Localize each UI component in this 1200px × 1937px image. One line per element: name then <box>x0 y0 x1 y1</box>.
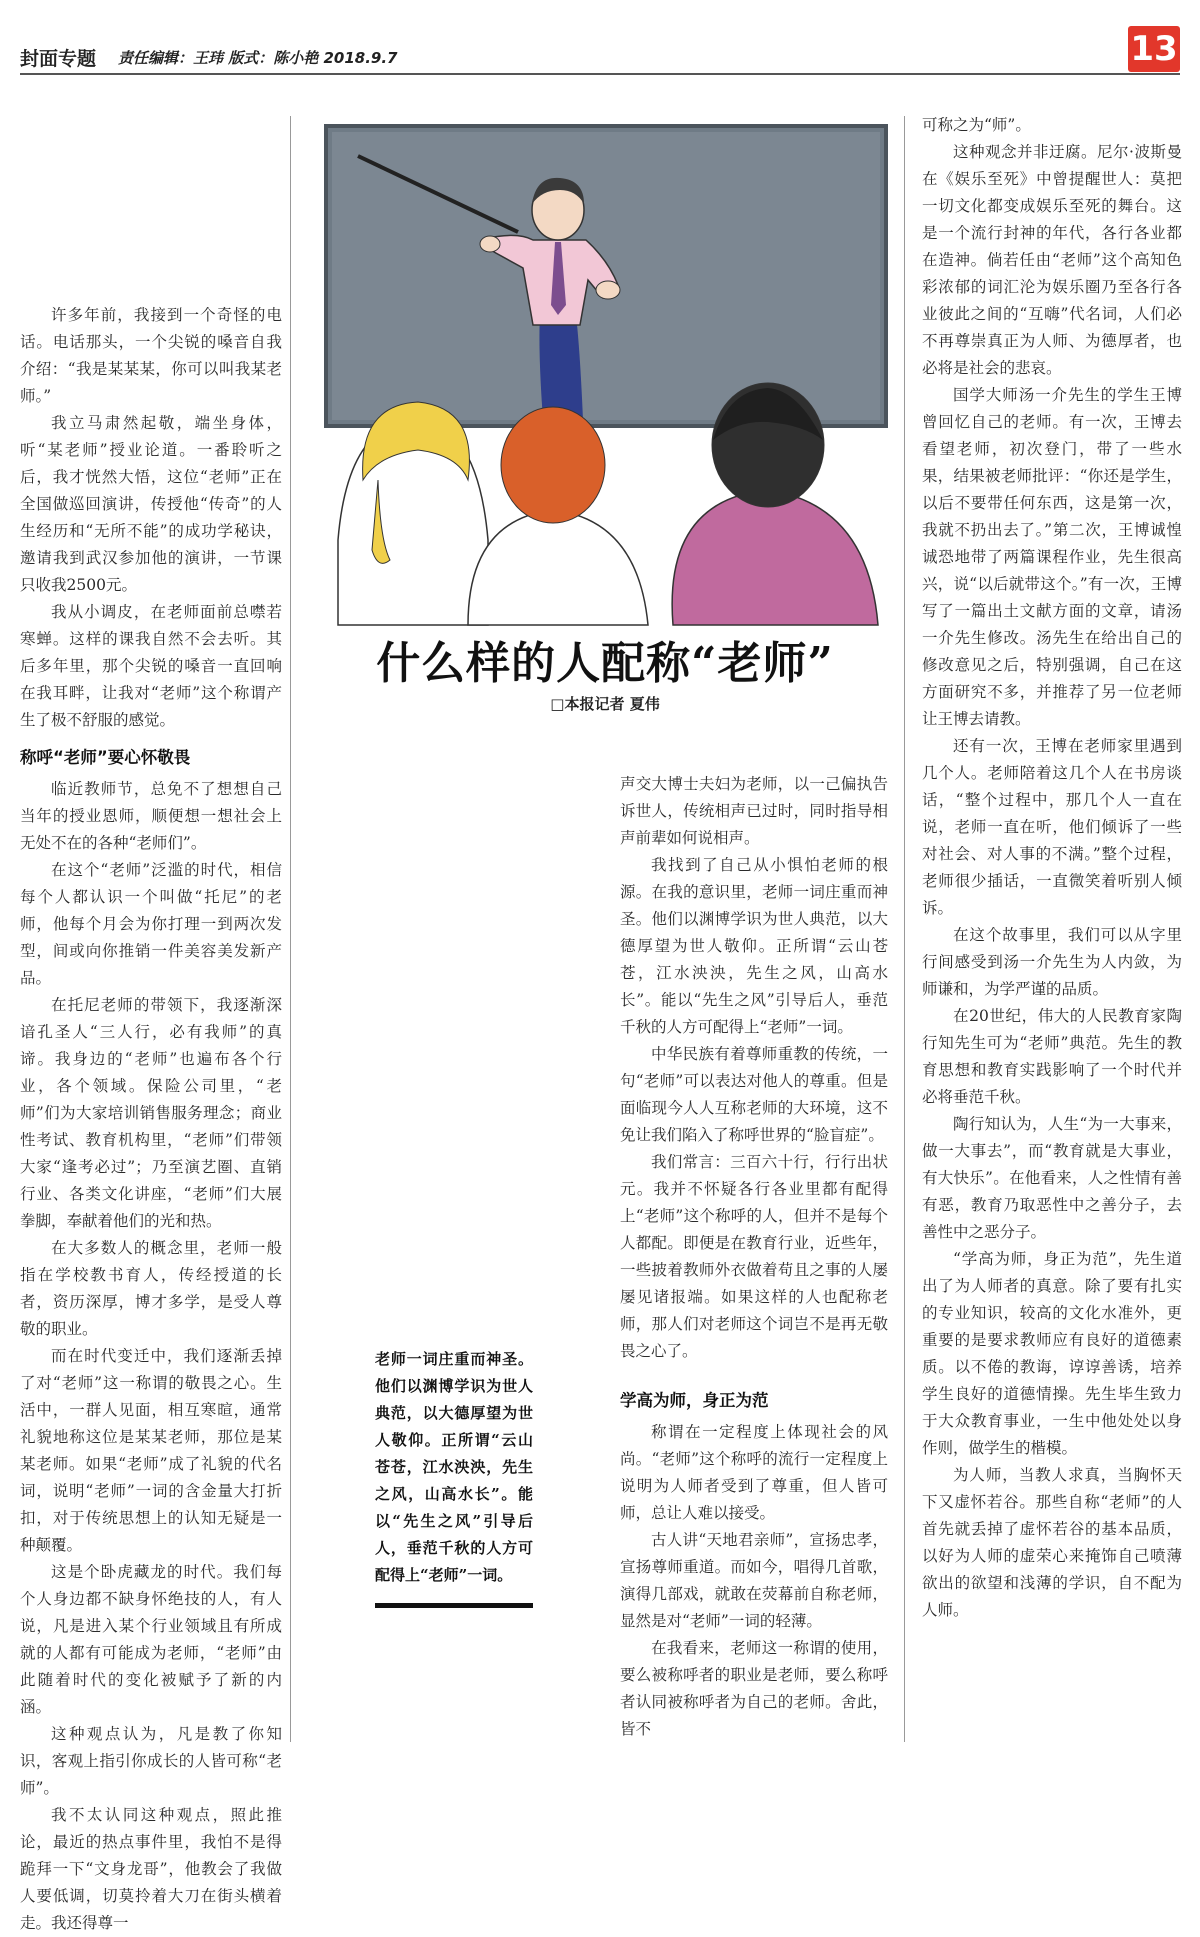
classroom-teacher-illustration <box>318 120 892 625</box>
section-heading: 称呼“老师”要心怀敬畏 <box>20 748 191 767</box>
paragraph: 这种观念并非迂腐。尼尔·波斯曼在《娱乐至死》中曾提醒世人：莫把一切文化都变成娱乐至死的舞台。这是一个流行封神的年代，各行各业都在造神。倘若任由“老师”这个高知色彩浓郁的词汇沦为娱乐圈乃至各行各业彼此之间的“互嗨”代名词，人们必不再尊崇真正为人师、为德厚者，也必将是社会的悲哀。 <box>922 143 1182 377</box>
paragraph: 还有一次，王博在老师家里遇到几个人。老师陪着这几个人在书房谈话，“整个过程中，那几个人一直在说，老师一直在听，他们倾诉了一些对社会、对人事的不满。”整个过程，老师很少插话，一直微笑着听别人倾诉。 <box>922 737 1182 917</box>
paragraph: 声交大博士夫妇为老师，以一己偏执告诉世人，传统相声已过时，同时指导相声前辈如何说相声。 <box>620 775 888 847</box>
column-3 <box>922 112 1182 1619</box>
editor-credits: 责任编辑：王玮 版式：陈小艳 2018.9.7 <box>118 49 398 67</box>
paragraph: 陶行知认为，人生“为一大事来，做一大事去”，而“教育就是大事业，有大快乐”。在他看来，人之性情有善有恶，教育乃取恶性中之善分子，去善性中之恶分子。 <box>922 1115 1182 1241</box>
paragraph: 这种观点认为，凡是教了你知识，客观上指引你成长的人皆可称“老师”。 <box>20 1725 282 1797</box>
paragraph: 在20世纪，伟大的人民教育家陶行知先生可为“老师”典范。先生的教育思想和教育实践影响了一个时代并必将垂范千秋。 <box>922 1007 1182 1106</box>
pull-quote-bar <box>375 1603 533 1608</box>
paragraph: 中华民族有着尊师重教的传统，一句“老师”可以表达对他人的尊重。但是面临现今人人互称老师的大环境，这不免让我们陷入了称呼世界的“脸盲症”。 <box>620 1045 888 1144</box>
paragraph: 我找到了自己从小惧怕老师的根源。在我的意识里，老师一词庄重而神圣。他们以渊博学识为世人典范，以大德厚望为世人敬仰。正所谓“云山苍苍，江水泱泱，先生之风，山高水长”。能以“先生之风”引导后人，垂范千秋的人方可配得上“老师”一词。 <box>620 856 888 1036</box>
paragraph: 在这个“老师”泛滥的时代，相信每个人都认识一个叫做“托尼”的老师，他每个月会为你打理一到两次发型，间或向你推销一件美容美发新产品。 <box>20 861 282 987</box>
page-number: 13 <box>1128 26 1180 72</box>
paragraph: 在我看来，老师这一称谓的使用，要么被称呼者的职业是老师，要么称呼者认同被称呼者为自己的老师。舍此，皆不 <box>620 1639 888 1738</box>
column-divider <box>904 116 905 1742</box>
article-title: 什么样的人配称“老师” <box>376 638 834 689</box>
paragraph: 而在时代变迁中，我们逐渐丢掉了对“老师”这一称谓的敬畏之心。生活中，一群人见面，相互寒暄，通常礼貌地称这位是某某老师，那位是某某老师。如果“老师”成了礼貌的代名词，说明“老师”一词的含金量大打折扣，对于传统思想上的认知无疑是一种颠覆。 <box>20 1347 282 1554</box>
column-1 <box>20 302 282 1932</box>
paragraph: “学高为师，身正为范”，先生道出了为人师者的真意。除了要有扎实的专业知识，较高的文化水准外，更重要的是要求教师应有良好的道德素质。以不倦的教诲，谆谆善诱，培养学生良好的道德情操。先生毕生致力于大众教育事业，一生中他处处以身作则，做学生的楷模。 <box>922 1250 1182 1457</box>
paragraph: 许多年前，我接到一个奇怪的电话。电话那头，一个尖锐的嗓音自我介绍：“我是某某某，你可以叫我某老师。” <box>20 306 282 405</box>
paragraph: 我们常言：三百六十行，行行出状元。我并不怀疑各行各业里都有配得上“老师”这个称呼的人，但并不是每个人都配。即便是在教育行业，近些年，一些披着教师外衣做着苟且之事的人屡屡见诸报端。如果这样的人也配称老师，那人们对老师这个词岂不是再无敬畏之心了。 <box>620 1153 888 1360</box>
paragraph: 称谓在一定程度上体现社会的风尚。“老师”这个称呼的流行一定程度上说明为人师者受到了尊重，但人皆可师，总让人难以接受。 <box>620 1423 888 1522</box>
section-name: 封面专题 <box>20 48 97 70</box>
column-divider <box>290 116 291 1742</box>
header-rule <box>20 73 1180 75</box>
section-heading: 学高为师，身正为范 <box>620 1391 769 1410</box>
paragraph: 可称之为“师”。 <box>922 116 1031 134</box>
pull-quote: 老师一词庄重而神圣。他们以渊博学识为世人典范，以大德厚望为世人敬仰。正所谓“云山苍苍，江水泱泱，先生之风，山高水长”。能以“先生之风”引导后人，垂范千秋的人方可配得上“老师”一词。 <box>375 1350 533 1584</box>
paragraph: 在大多数人的概念里，老师一般指在学校教书育人，传经授道的长者，资历深厚，博才多学，是受人尊敬的职业。 <box>20 1239 282 1338</box>
column-2 <box>620 771 888 1738</box>
paragraph: 在托尼老师的带领下，我逐渐深谙孔圣人“三人行，必有我师”的真谛。我身边的“老师”也遍布各个行业，各个领域。保险公司里，“老师”们为大家培训销售服务理念；商业性考试、教育机构里，“老师”们带领大家“逢考必过”；乃至演艺圈、直销行业、各类文化讲座，“老师”们大展拳脚，奉献着他们的光和热。 <box>20 996 282 1230</box>
paragraph: 我立马肃然起敬，端坐身体，听“某老师”授业论道。一番聆听之后，我才恍然大悟，这位“老师”正在全国做巡回演讲，传授他“传奇”的人生经历和“无所不能”的成功学秘诀，邀请我到武汉参加他的演讲，一节课只收我2500元。 <box>20 414 282 594</box>
page-header <box>20 29 1180 72</box>
paragraph: 国学大师汤一介先生的学生王博曾回忆自己的老师。有一次，王博去看望老师，初次登门，带了一些水果，结果被老师批评：“你还是学生，以后不要带任何东西，这是第一次，我就不扔出去了。”第二次，王博诚惶诚恐地带了两篇课程作业，先生很高兴，说“以后就带这个。”有一次，王博写了一篇出土文献方面的文章，请汤一介先生修改。汤先生在给出自己的修改意见之后，特别强调，自己在这方面研究不多，并推荐了另一位老师让王博去请教。 <box>922 386 1182 728</box>
paragraph: 我从小调皮，在老师面前总噤若寒蝉。这样的课我自然不会去听。其后多年里，那个尖锐的嗓音一直回响在我耳畔，让我对“老师”这个称谓产生了极不舒服的感觉。 <box>20 603 282 729</box>
byline: □本报记者 夏伟 <box>550 695 660 713</box>
paragraph: 这是个卧虎藏龙的时代。我们每个人身边都不缺身怀绝技的人，有人说，凡是进入某个行业领域且有所成就的人都有可能成为老师，“老师”由此随着时代的变化被赋予了新的内涵。 <box>20 1563 282 1716</box>
paragraph: 古人讲“天地君亲师”，宣扬忠孝，宣扬尊师重道。而如今，唱得几首歌，演得几部戏，就敢在荧幕前自称老师，显然是对“老师”一词的轻薄。 <box>620 1531 888 1630</box>
paragraph: 我不太认同这种观点，照此推论，最近的热点事件里，我怕不是得跪拜一下“文身龙哥”，他教会了我做人要低调，切莫拎着大刀在街头横着走。我还得尊一 <box>20 1806 282 1932</box>
paragraph: 在这个故事里，我们可以从字里行间感受到汤一介先生为人内敛，为师谦和，为学严谨的品质。 <box>922 926 1182 998</box>
paragraph: 为人师，当教人求真，当胸怀天下又虚怀若谷。那些自称“老师”的人首先就丢掉了虚怀若谷的基本品质，以好为人师的虚荣心来掩饰自己喷薄欲出的欲望和浅薄的学识，自不配为人师。 <box>922 1466 1182 1619</box>
paragraph: 临近教师节，总免不了想想自己当年的授业恩师，顺便想一想社会上无处不在的各种“老师们”。 <box>20 780 282 852</box>
